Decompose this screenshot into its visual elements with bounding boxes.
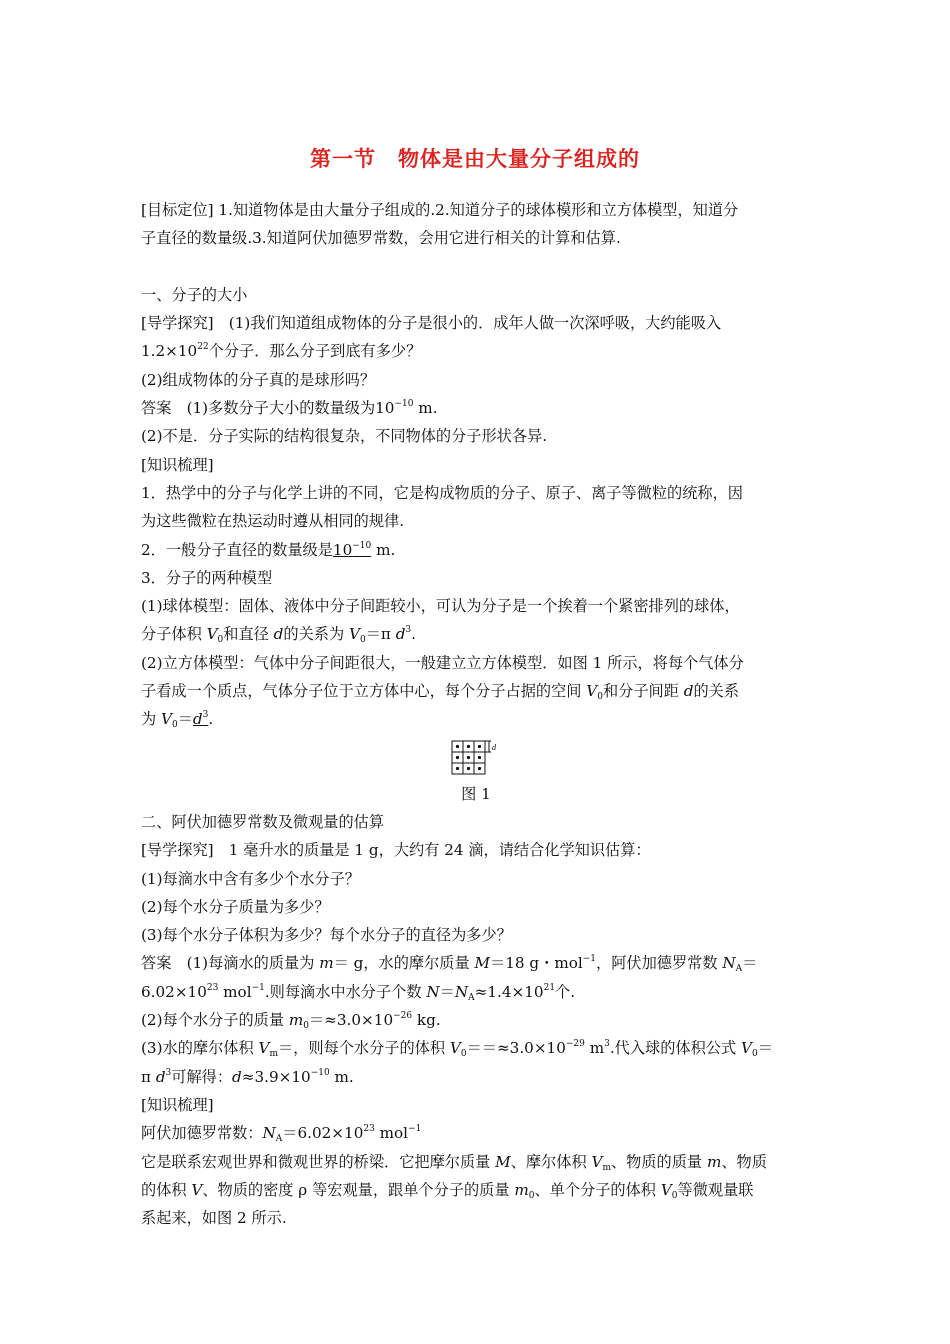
answer-s2-1b: $6.02\times 10^{23}$ mol$^{-1}$.则每滴水中水分子个数 $N=N_A\approx 1.4\times 10^{21}$个. (141, 982, 576, 1003)
question-2: (2)每个水分子质量为多少？ (141, 897, 330, 916)
section-1-heading: 一、分子的大小 (141, 285, 248, 304)
bridge-text-1: 它是联系宏观世界和微观世界的桥梁．它把摩尔质量 M、摩尔体积 $V_m$、物质的质量 m、物质 (141, 1152, 767, 1173)
answer-s2-2: (2)每个水分子的质量 $m_0=\approx 3.0\times 10^{-26}$ kg. (141, 1011, 441, 1032)
question-3: (3)每个水分子体积为多少？每个水分子的直径为多少？ (141, 926, 512, 945)
document-body (141, 196, 811, 1232)
cube-model-a: (2)立方体模型：气体中分子间距很大，一般建立立方体模型．如图 1 所示，将每个气体分 (141, 653, 744, 672)
bridge-text-3: 系起来，如图 2 所示. (141, 1209, 287, 1228)
knowledge-item-1a: 1．热学中的分子与化学上讲的不同，它是构成物质的分子、原子、离子等微粒的统称，因 (141, 483, 743, 502)
guide-question-s2: [导学探究] 1 毫升水的质量是 1 g，大约有 24 滴，请结合化学知识估算： (141, 841, 651, 860)
answer-s2-1a: 答案 (1)每滴水的质量为 m＝ g，水的摩尔质量 M＝18 g・mol$^{-1}$，阿伏加德罗常数 $N_A=$ (141, 954, 758, 975)
sphere-model-b: 分子体积 $V_0$和直径 d的关系为 $V_0=\pi$ $d^3$. (141, 625, 416, 646)
title-text: 物体是由大量分子组成的 (398, 147, 640, 171)
knowledge-heading-1: [知识梳理] (141, 455, 214, 474)
section-2-heading: 二、阿伏加德罗常数及微观量的估算 (141, 812, 384, 831)
page-title (0, 143, 950, 173)
question-1: (1)每滴水中含有多少个水分子？ (141, 869, 360, 888)
title-section-number: 第一节 (310, 147, 376, 171)
knowledge-heading-2: [知识梳理] (141, 1095, 214, 1114)
answer-1: 答案 (1)多数分子大小的数量级为$10^{-10}$ m. (141, 399, 438, 418)
guide-question-1a: [导学探究] (1)我们知道组成物体的分子是很小的．成年人做一次深呼吸，大约能吸入 (141, 314, 722, 333)
knowledge-item-3: 3．分子的两种模型 (141, 568, 273, 587)
knowledge-item-1b: 为这些微粒在热运动时遵从相同的规律. (141, 512, 405, 531)
figure-1-caption: 图 1 (461, 784, 491, 803)
answer-2: (2)不是．分子实际的结构很复杂，不同物体的分子形状各异. (141, 427, 548, 446)
knowledge-item-2: 2．一般分子直径的数量级是$10^{-10}$ m. (141, 540, 396, 559)
cube-model-b: 子看成一个质点，气体分子位于立方体中心，每个分子占据的空间 $V_0$和分子间距 d的关系 (141, 682, 740, 703)
figure-1-d-label: d (492, 742, 496, 752)
guide-question-2: (2)组成物体的分子真的是球形吗？ (141, 370, 376, 389)
objectives-line-2: 子直径的数量级.3.知道阿伏加德罗常数，会用它进行相关的计算和估算. (141, 229, 621, 248)
objectives-line-1: [目标定位] 1.知道物体是由大量分子组成的.2.知道分子的球体模形和立方体模型，知道分 (141, 201, 739, 219)
guide-question-1b: $1.2\times 10^{22}$个分子．那么分子到底有多少？ (141, 342, 422, 361)
figure-1 (141, 734, 811, 780)
answer-s2-3a: (3)水的摩尔体积 $V_m=$，则每个水分子的体积 $V_0==\approx 3.0\times 10^{-29}$ $m^3$.代入球的体积公式 $V_0=$ (141, 1039, 773, 1060)
cube-model-diagram (451, 740, 501, 776)
cube-model-c: 为 $V_0=d^3$. (141, 710, 214, 731)
answer-s2-3b: π $d^3$可解得：$d\approx 3.9\times 10^{-10}$ m. (141, 1067, 354, 1086)
avogadro-constant: 阿伏加德罗常数：$N_A=6.02\times 10^{23}$ mol$^{-1}$ (141, 1124, 422, 1145)
bridge-text-2: 的体积 V、物质的密度 ρ 等宏观量，跟单个分子的质量 $m_0$、单个分子的体积 $V_0$等微观量联 (141, 1180, 754, 1201)
sphere-model-a: (1)球体模型：固体、液体中分子间距较小，可认为分子是一个挨着一个紧密排列的球体， (141, 597, 740, 616)
